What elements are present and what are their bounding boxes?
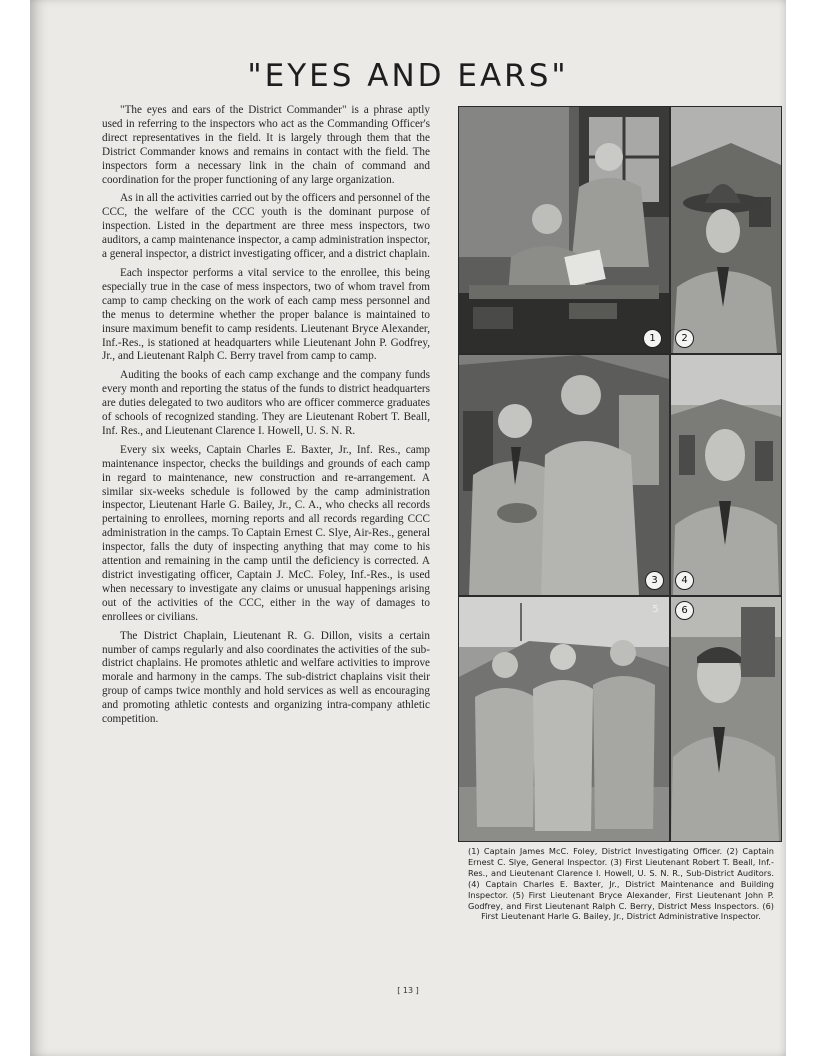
photo-number-badge: 4	[675, 571, 694, 590]
photo-5	[458, 596, 670, 842]
photo-caption: (1) Captain James McC. Foley, District Investigating Officer. (2) Captain Ernest C. Slye, General Inspector. (3) First Lieutenant Robert T. Beall, Inf.-Res., and Lieutenant Clarence I. Howell, U. S. N. R., Sub-District Auditors. (4) Captain Charles E. Baxter, Jr., District Maintenance and Building Inspector. (5) First Lieutenant Bryce Alexander, First Lieutenant John P. Godfrey, and First Lieutenant Ralph C. Berry, District Mess Inspectors. (6) First Lieutenant Harle G. Bailey, Jr., District Administrative Inspector.	[468, 846, 774, 922]
photo-1-image	[459, 107, 669, 353]
photo-5-image	[459, 597, 669, 841]
photo-number-badge: 1	[643, 329, 662, 348]
paragraph: "The eyes and ears of the District Commander" is a phrase aptly used in referring to the inspectors who act as the Commanding Officer's direct representatives in the field. It is largely through them that the District Commander knows and remains in contact with the field. The inspectors form a necessary link in the chain of command and coordination for the proper functioning of any large organization.	[102, 104, 430, 186]
photo-number-badge: 5	[652, 604, 659, 615]
photo-1	[458, 106, 670, 354]
photo-3-image	[459, 355, 669, 595]
paragraph: Each inspector performs a vital service to the enrollee, this being especially true in the case of mess inspectors, two of whom travel from camp to camp checking on the work of each camp mess personnel and the menus to determine whether the proper balance is maintained to insure maximum benefit to camp residents. Lieutenant Bryce Alexander, Inf.-Res., is stationed at headquarters while Lieutenant John P. Godfrey, Jr., and Lieutenant Ralph C. Berry travel from camp to camp.	[102, 266, 430, 363]
photo-grid	[458, 106, 782, 840]
photo-2	[670, 106, 782, 354]
photo-2-image	[671, 107, 781, 353]
photo-6	[670, 596, 782, 842]
photo-number-badge: 6	[675, 601, 694, 620]
photo-6-image	[671, 597, 781, 841]
article-body	[102, 104, 430, 732]
yearbook-page	[30, 0, 786, 1056]
paragraph: The District Chaplain, Lieutenant R. G. Dillon, visits a certain number of camps regularly and also coordinates the activities of the sub-district chaplains. He promotes athletic and welfare activities to improve morale and harmony in the camps. The sub-district chaplains visit their group of camps twice monthly and hold services as well as encouraging and promoting athletic contests and organizing intra-company athletic competition.	[102, 629, 430, 726]
photo-4-image	[671, 355, 781, 595]
paragraph: Every six weeks, Captain Charles E. Baxter, Jr., Inf. Res., camp maintenance inspector, checks the buildings and grounds of each camp in regard to maintenance, new construction and re-arrangement. A similar six-weeks schedule is followed by the camp administration inspector, Lieutenant Harle G. Bailey, Jr., C. A., who checks all records pertaining to enrollees, morning reports and all records regarding CCC administration in the camps. To Captain Ernest C. Slye, Air-Res., general inspector, falls the duty of inspecting anything that may come to his attention and remaining in the camp until the deficiency is corrected. A district investigating officer, Captain J. McC. Foley, Inf.-Res., is used when necessary to investigate any claims or unusual happenings arising out of the activities of the CCC, either in the way of damages to enrollees or civilians.	[102, 443, 430, 623]
page-number: [ 13 ]	[397, 986, 419, 995]
photo-number-badge: 3	[645, 571, 664, 590]
page-title: "EYES AND EARS"	[247, 58, 569, 94]
photo-number-badge: 2	[675, 329, 694, 348]
paragraph: Auditing the books of each camp exchange and the company funds every month and reporting the status of the funds to district headquarters are duties delegated to two auditors who are officer commerce graduates of schools of recognized standing. They are Lieutenant Robert T. Beall, Inf. Res., and Lieutenant Clarence I. Howell, U. S. N. R.	[102, 369, 430, 437]
photo-4	[670, 354, 782, 596]
paragraph: As in all the activities carried out by the officers and personnel of the CCC, the welfare of the CCC youth is the dominant purpose of inspection. Listed in the department are three mess inspectors, two auditors, a camp maintenance inspector, a camp administration inspector, a general inspector, a district investigating officer, and a district chaplain.	[102, 192, 430, 261]
photo-3	[458, 354, 670, 596]
